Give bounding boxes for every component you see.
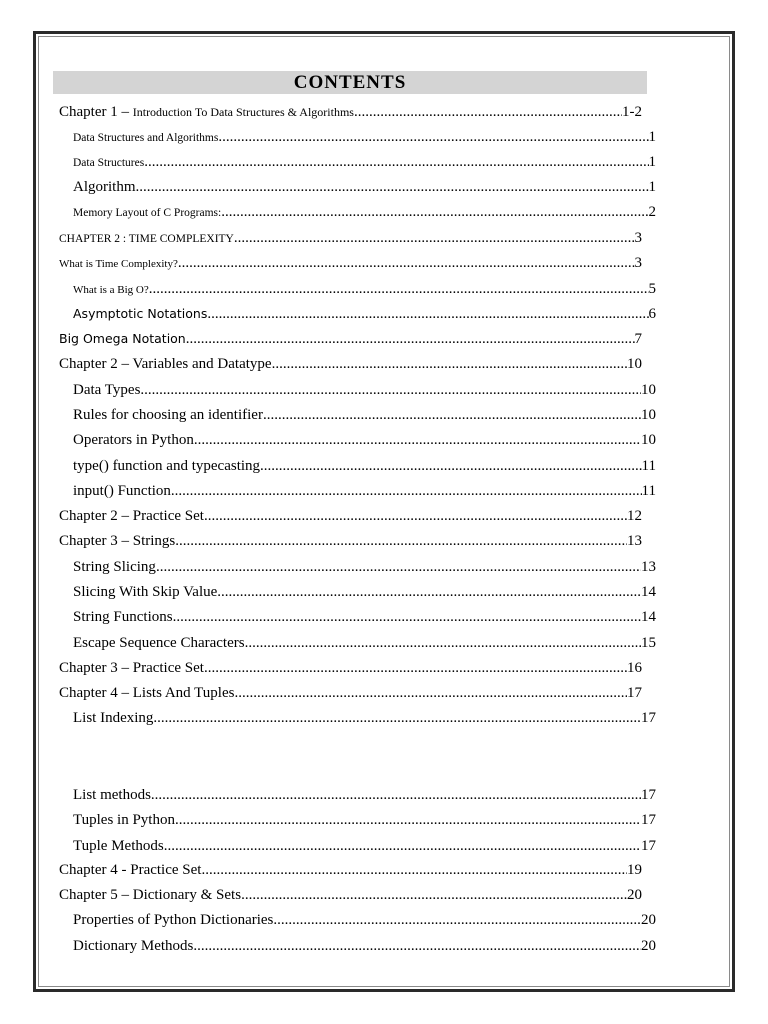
toc-page-number: 7 xyxy=(634,331,642,347)
toc-entry[interactable] xyxy=(59,407,656,432)
toc-entry-label: Big Omega Notation xyxy=(59,331,186,346)
toc-entry-chapter-2-practice[interactable] xyxy=(59,508,642,533)
toc-entry-label: Dictionary Methods xyxy=(73,938,194,954)
toc-entry[interactable] xyxy=(59,710,656,735)
toc-leader-dots xyxy=(140,382,641,399)
toc-page-number: 20 xyxy=(627,887,642,903)
toc-page-number: 11 xyxy=(641,483,656,499)
toc-page-number: 1 xyxy=(648,179,656,195)
toc-leader-dots xyxy=(178,255,635,272)
toc-leader-dots xyxy=(221,204,648,221)
toc-leader-dots xyxy=(260,458,642,475)
toc-entry-chapter-2-time-complexity[interactable] xyxy=(59,230,642,255)
toc-entry-label: String Functions xyxy=(73,609,173,625)
toc-page-number: 1 xyxy=(648,154,656,170)
toc-page-number: 17 xyxy=(641,812,656,828)
toc-page-number: 13 xyxy=(641,559,656,575)
toc-leader-dots xyxy=(153,710,641,727)
toc-entry[interactable] xyxy=(59,331,642,356)
contents-title-bar xyxy=(53,71,647,94)
toc-leader-dots xyxy=(156,559,641,576)
toc-page-number: 3 xyxy=(634,230,642,246)
toc-entry-chapter-4-practice[interactable] xyxy=(59,862,642,887)
toc-entry[interactable] xyxy=(59,584,656,609)
toc-entry[interactable] xyxy=(59,154,656,179)
toc-leader-dots xyxy=(207,306,648,323)
toc-leader-dots xyxy=(204,508,627,525)
toc-page-number: 19 xyxy=(627,862,642,878)
toc-entry-chapter-5[interactable] xyxy=(59,887,642,912)
toc-entry[interactable] xyxy=(59,938,656,963)
toc-entry-label: Escape Sequence Characters xyxy=(73,635,245,651)
toc-entry-label: Properties of Python Dictionaries xyxy=(73,912,274,928)
toc-entry-chapter-1[interactable] xyxy=(59,104,642,129)
toc-entry-label: Data Structures and Algorithms xyxy=(73,132,219,144)
toc-leader-dots xyxy=(263,407,641,424)
toc-leader-dots xyxy=(234,230,635,247)
toc-entry-label: String Slicing xyxy=(73,559,156,575)
toc-entry-label: Chapter 2 – Variables and Datatype xyxy=(59,356,272,372)
toc-page-number: 1-2 xyxy=(622,104,642,120)
toc-entry[interactable] xyxy=(59,812,656,837)
toc-leader-dots xyxy=(272,356,627,373)
contents-title: CONTENTS xyxy=(293,72,407,93)
toc-entry-label: Tuples in Python xyxy=(73,812,175,828)
toc-page-number: 3 xyxy=(634,255,642,271)
toc-page-number: 1 xyxy=(648,129,656,145)
toc-page-number: 14 xyxy=(641,584,656,600)
toc-page-number: 17 xyxy=(641,710,656,726)
toc-leader-dots xyxy=(175,533,627,550)
toc-leader-dots xyxy=(186,331,635,348)
toc-entry-label: input() Function xyxy=(73,483,171,499)
toc-entry-label: List Indexing xyxy=(73,710,154,726)
toc-entry[interactable] xyxy=(59,787,656,812)
toc-entry[interactable] xyxy=(59,483,656,508)
toc-entry-label: Data Structures xyxy=(73,157,145,169)
toc-entry[interactable] xyxy=(59,838,656,863)
toc-entry[interactable] xyxy=(59,129,656,154)
toc-leader-dots xyxy=(218,129,648,146)
toc-leader-dots xyxy=(136,179,649,196)
toc-entry-label: Chapter 3 – Practice Set xyxy=(59,660,204,676)
toc-entry-chapter-4[interactable] xyxy=(59,685,642,710)
toc-entry[interactable] xyxy=(59,179,656,204)
toc-leader-dots xyxy=(241,887,627,904)
toc-page-number: 15 xyxy=(641,635,656,651)
toc-leader-dots xyxy=(194,432,641,449)
toc-entry[interactable] xyxy=(59,609,656,634)
toc-entry[interactable] xyxy=(59,255,642,280)
toc-page-number: 20 xyxy=(641,938,656,954)
toc-entry-chapter-2[interactable] xyxy=(59,356,642,381)
toc-leader-dots xyxy=(173,609,641,626)
toc-page-number: 13 xyxy=(627,533,642,549)
toc-entry[interactable] xyxy=(59,635,656,660)
toc-entry-label: Algorithm xyxy=(73,179,136,195)
toc-entry-label: CHAPTER 2 : TIME COMPLEXITY xyxy=(59,233,234,245)
toc-entry-label: Chapter 4 – Lists And Tuples xyxy=(59,685,235,701)
toc-entry-chapter-3-practice[interactable] xyxy=(59,660,642,685)
toc-entry-label: Chapter 2 – Practice Set xyxy=(59,508,204,524)
toc-entry[interactable] xyxy=(59,382,656,407)
toc-leader-dots xyxy=(201,862,627,879)
toc-page-number: 17 xyxy=(641,838,656,854)
toc-entry-label: Chapter 4 - Practice Set xyxy=(59,862,202,878)
toc-page-number: 2 xyxy=(648,204,656,220)
toc-entry-label: Tuple Methods xyxy=(73,838,164,854)
toc-entry-label: Rules for choosing an identifier xyxy=(73,407,263,423)
toc-entry-label: Slicing With Skip Value xyxy=(73,584,218,600)
toc-entry[interactable] xyxy=(59,204,656,229)
toc-entry-label: Chapter 3 – Strings xyxy=(59,533,176,549)
toc-page-number: 17 xyxy=(627,685,642,701)
toc-leader-dots xyxy=(234,685,627,702)
toc-leader-dots xyxy=(144,154,648,171)
toc-leader-dots xyxy=(245,635,641,652)
toc-entry-prefix: Chapter 1 – xyxy=(59,104,133,120)
toc-entry-label: What is Time Complexity? xyxy=(59,258,178,270)
toc-entry[interactable] xyxy=(59,458,656,483)
toc-page-number: 10 xyxy=(641,432,656,448)
toc-page-number: 20 xyxy=(641,912,656,928)
toc-page-number: 10 xyxy=(641,382,656,398)
toc-page-number: 16 xyxy=(627,660,642,676)
toc-entry-label xyxy=(59,104,354,121)
toc-leader-dots xyxy=(354,104,622,121)
toc-leader-dots xyxy=(149,281,649,298)
toc-entry[interactable] xyxy=(59,559,656,584)
toc-page-number: 11 xyxy=(641,458,656,474)
toc-page-number: 14 xyxy=(641,609,656,625)
toc-entry-label: What is a Big O? xyxy=(73,284,149,296)
toc-page-number: 12 xyxy=(627,508,642,524)
toc-leader-dots xyxy=(171,483,642,500)
toc-leader-dots xyxy=(217,584,641,601)
toc-page-number: 10 xyxy=(641,407,656,423)
toc-entry-label: List methods xyxy=(73,787,151,803)
toc-page-number: 17 xyxy=(641,787,656,803)
toc-entry-title: Introduction To Data Structures & Algorithms xyxy=(132,105,354,119)
toc-entry-label: Data Types xyxy=(73,382,141,398)
toc-page-number: 5 xyxy=(648,281,656,297)
toc-entry-label: Chapter 5 – Dictionary & Sets xyxy=(59,887,242,903)
toc-entry-chapter-3[interactable] xyxy=(59,533,642,558)
toc-leader-dots xyxy=(193,938,641,955)
toc-entry[interactable] xyxy=(59,306,656,331)
toc-page-number: 10 xyxy=(627,356,642,372)
toc-entry-label: Operators in Python xyxy=(73,432,194,448)
toc-leader-dots xyxy=(151,787,641,804)
toc-page-number: 6 xyxy=(648,306,656,322)
toc-entry-label: Memory Layout of C Programs: xyxy=(73,207,222,219)
toc-leader-dots xyxy=(175,812,641,829)
toc-entry-label: type() function and typecasting xyxy=(73,458,261,474)
toc-entry-label: Asymptotic Notations xyxy=(73,306,208,321)
toc-leader-dots xyxy=(204,660,627,677)
toc-leader-dots xyxy=(164,838,641,855)
toc-leader-dots xyxy=(273,912,641,929)
toc-entry[interactable] xyxy=(59,432,656,457)
toc-entry[interactable] xyxy=(59,281,656,306)
toc-entry[interactable] xyxy=(59,912,656,937)
